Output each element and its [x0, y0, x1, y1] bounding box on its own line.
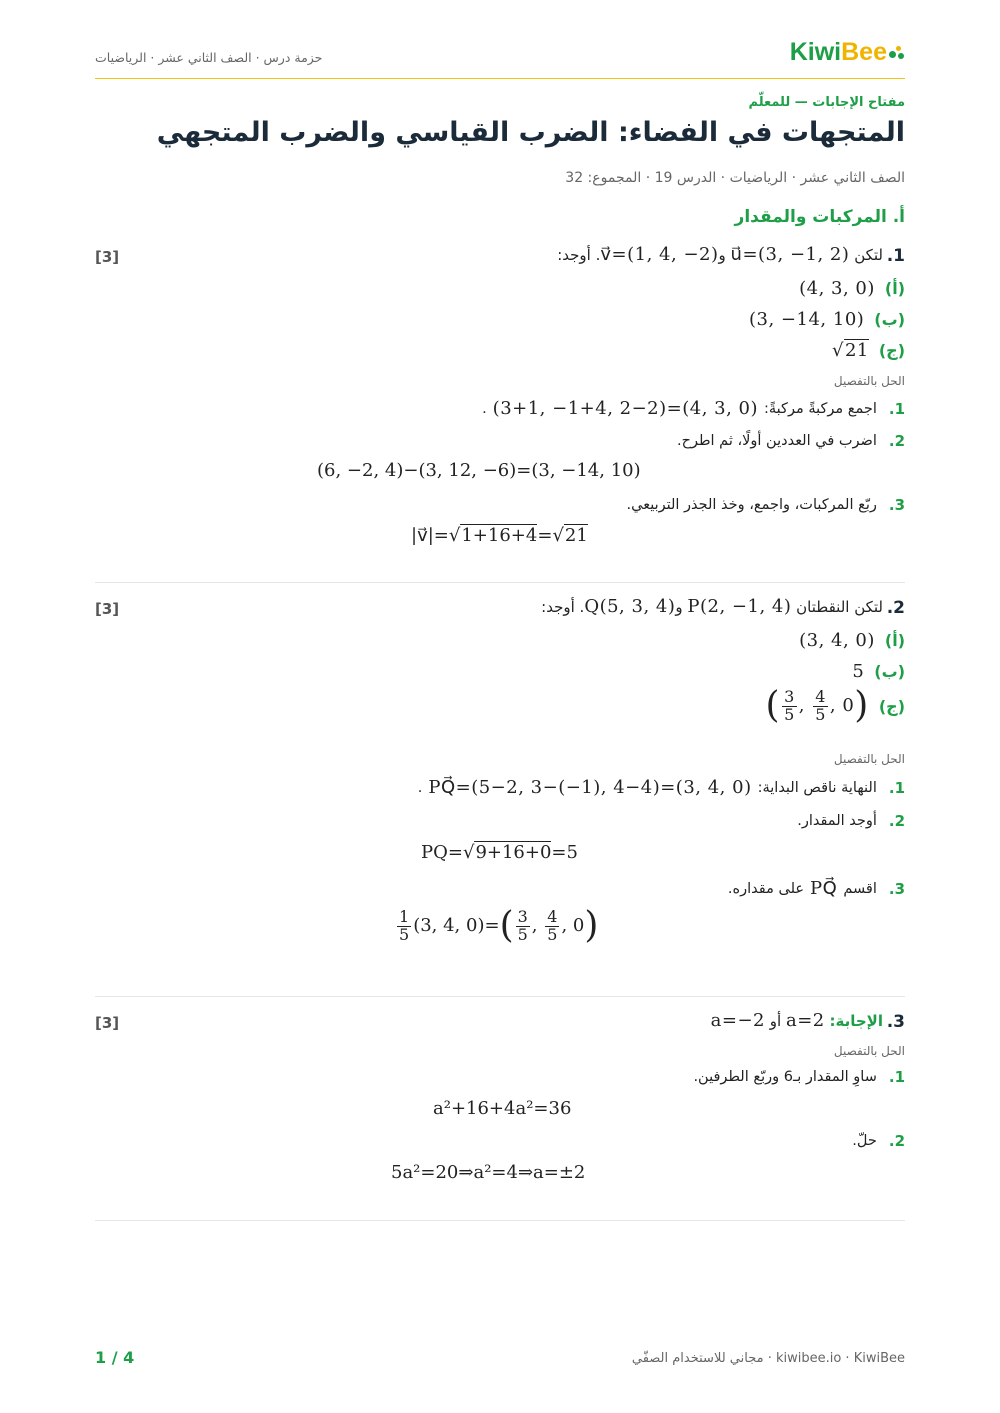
section-heading: أ. المركبات والمقدار [734, 207, 905, 227]
lesson-meta: الصف الثاني عشر · الرياضيات · الدرس 19 · المجموع: 32 [565, 170, 905, 186]
page-number: 1 / 4 [95, 1348, 135, 1367]
option-b: (ب) 5 [852, 661, 905, 682]
footer-text: kiwibee.io · KiwiBee · مجاني للاستخدام الصفّي [631, 1351, 905, 1366]
option-c: (ج) √21 [831, 340, 905, 361]
solution-step: 1. ساوِ المقدار بـ6 وربّع الطرفين. [693, 1068, 905, 1086]
equation: (6, −2, 4)−(3, 12, −6)=(3, −14, 10) [317, 460, 641, 481]
solution-step: 2. أوجد المقدار. [797, 812, 905, 830]
solution-label: الحل بالتفصيل [833, 1044, 905, 1058]
option-a: (أ) (4, 3, 0) [799, 278, 905, 299]
logo-dots-icon [889, 46, 905, 60]
divider [95, 996, 905, 997]
solution-label: الحل بالتفصيل [833, 374, 905, 388]
question-number: 3. [886, 1012, 905, 1032]
marks: [3] [95, 600, 120, 618]
solution-step: 2. اضرب في العددين أولًا، ثم اطرح. [677, 432, 905, 450]
question-number: 1. [886, 246, 905, 266]
answer-key-label: مفتاح الإجابات — للمعلّم [748, 95, 905, 110]
equation: PQ=√9+16+0=5 [421, 842, 578, 863]
solution-step: 2. حلّ. [852, 1132, 905, 1150]
question-answer: الإجابة: a=2 أو a=−2 [710, 1010, 883, 1031]
equation: 5a²=20⇒a²=4⇒a=±2 [391, 1162, 586, 1183]
question-number: 2. [886, 598, 905, 618]
solution-label: الحل بالتفصيل [833, 752, 905, 766]
option-b: (ب) (3, −14, 10) [749, 309, 905, 330]
breadcrumb: حزمة درس · الصف الثاني عشر · الرياضيات [95, 50, 323, 65]
kiwibee-logo: KiwiBee [790, 38, 905, 67]
marks: [3] [95, 248, 120, 266]
equation: a²+16+4a²=36 [433, 1098, 572, 1119]
page-header [95, 38, 905, 79]
question-text: لتكن u⃗=(3, −1, 2) وv⃗=(1, 4, −2). أوجد: [557, 244, 883, 265]
page-title: المتجهات في الفضاء: الضرب القياسي والضرب المتجهي [156, 117, 905, 148]
solution-step: 3. ربّع المركبات، واجمع، وخذ الجذر التربيعي. [626, 496, 905, 514]
solution-step: 1. اجمع مركبةً مركبةً: (3+1, −1+4, 2−2)=(4, 3, 0) . [482, 398, 905, 419]
option-a: (أ) (3, 4, 0) [799, 630, 905, 651]
equation: $\frac{1}{5}$ (3, 4, 0)=( $\frac{3}{5}$ , $\frac{4}{5}$ , 0) [399, 905, 599, 946]
equation: |v⃗|=√1+16+4=√21 [411, 525, 588, 546]
option-c: (ج) ( $\frac{3}{5}$ , $\frac{4}{5}$ , 0) [765, 685, 905, 726]
solution-step: 1. النهاية ناقص البداية: PQ⃗=(5−2, 3−(−1), 4−4)=(3, 4, 0) . [417, 777, 905, 798]
marks: [3] [95, 1014, 120, 1032]
divider [95, 582, 905, 583]
divider [95, 1220, 905, 1221]
question-text: لتكن النقطتان P(2, −1, 4) وQ(5, 3, 4). أوجد: [541, 596, 883, 617]
solution-step: 3. اقسم PQ⃗ على مقداره. [727, 878, 905, 899]
